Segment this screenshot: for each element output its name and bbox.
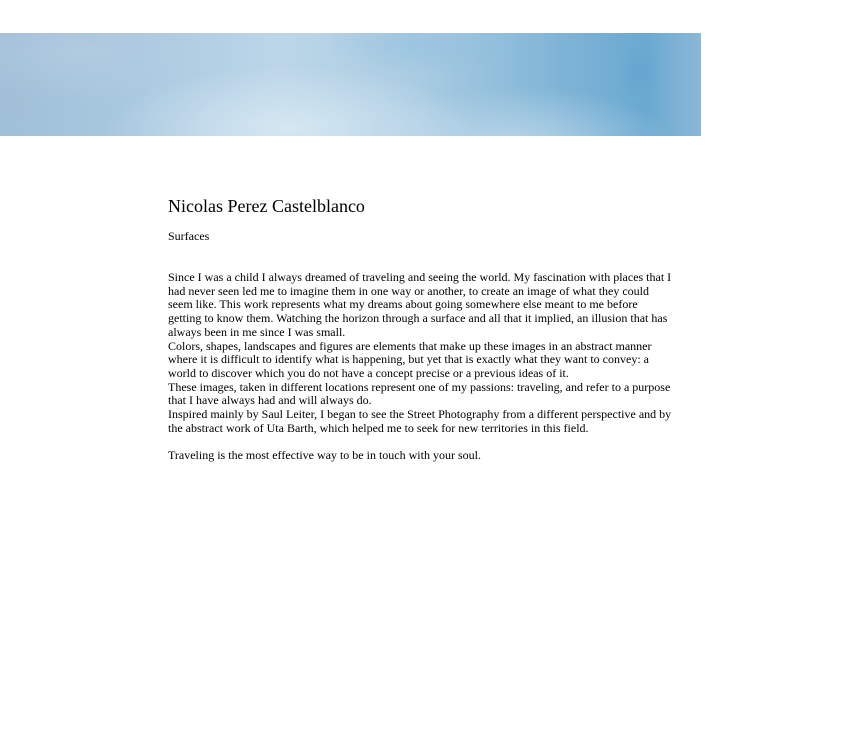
artist-statement bbox=[168, 271, 673, 463]
statement-paragraph-3: These images, taken in different locations represent one of my passions: traveling, and refer to a purpose that I have always had and will always do. bbox=[168, 379, 671, 408]
statement-paragraph-1: Since I was a child I always dreamed of traveling and seeing the world. My fascination with places that I had never seen led me to imagine them in one way or another, to create an image of what they could seem like. This work represents what my dreams about going somewhere else meant to me before getting to know them. Watching the horizon through a surface and all that it implied, an illusion that has always been in me since I was small. bbox=[168, 270, 672, 339]
page-subtitle: Surfaces bbox=[168, 229, 210, 243]
main-content bbox=[168, 195, 673, 463]
statement-paragraph-4: Inspired mainly by Saul Leiter, I began to see the Street Photography from a different perspective and by the abstract work of Uta Barth, which helped me to seek for new territories in this field. bbox=[168, 407, 672, 435]
page-title: Nicolas Perez Castelblanco bbox=[168, 196, 365, 216]
banner-texture bbox=[0, 33, 701, 136]
header-banner-image bbox=[0, 33, 701, 136]
statement-paragraph-2: Colors, shapes, landscapes and figures are elements that make up these images in an abstract manner where it is difficult to identify what is happening, but yet that is exactly what they want to convey: a world to discover which you do not have a concept precise or a previous ideas of it. bbox=[168, 338, 652, 380]
statement-paragraph-5: Traveling is the most effective way to be in touch with your soul. bbox=[168, 448, 481, 463]
